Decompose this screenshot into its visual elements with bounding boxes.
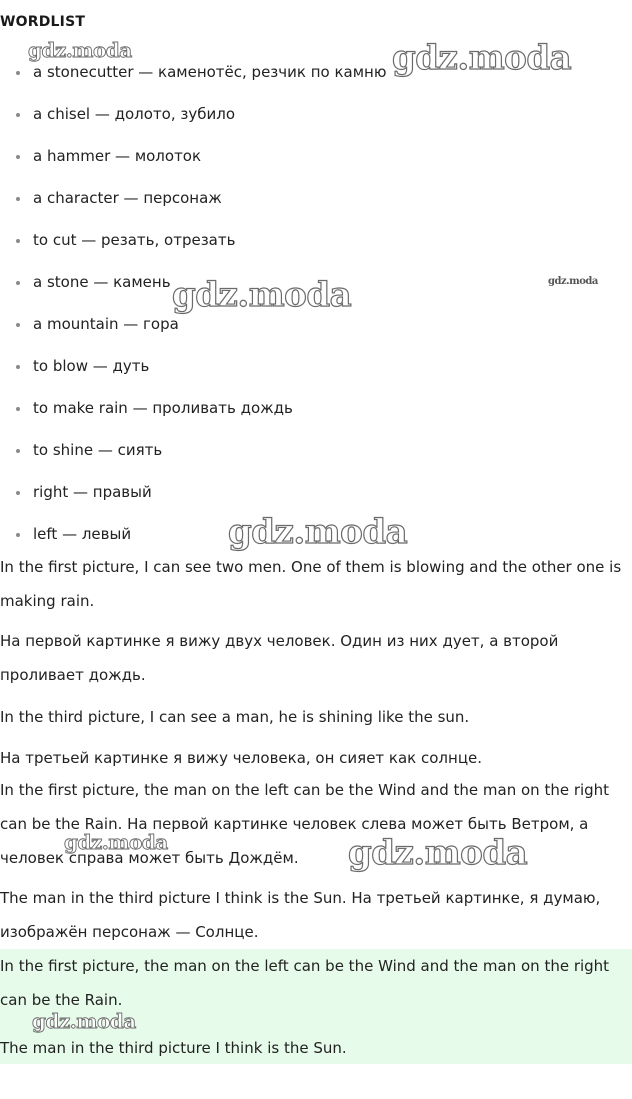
page: WORDLIST a stonecutter — каменотёс, резчик по камню a chisel — долото, зубило a hammer — молоток a character — персонаж to cut — резать, отрезать a stone — камень a mountain — гора to blow — дуть to make rain — проливать дождь to shine — сиять right — правый left — левый In the first picture, I can see two men. One of them is blowing and the other one is making rain. На первой картинке я вижу двух человек. Один из них дует, а второй проливает дождь. In the third picture, I can see a man, he is shining like the sun. На третьей картинке я вижу человека, он сияет как солнце. In the first picture, the man on the left can be the Wind and the man on the right can be the Rain. На первой картинке человек слева может быть Ветром, а человек справа может быть Дождём. The man in the third picture I think is the Sun. На третьей картинке, я думаю, изображён персонаж — Солнце. In the first picture, the man on the left can be the Wind and the man on the right can be the Rain. The man in the third picture I think is the Sun. gdz.moda gdz.moda gdz.moda gdz.moda gdz.moda gdz.moda gdz.moda gdz.moda [0, 0, 632, 1099]
paragraph-russian-2: На третьей картинке я вижу человека, он сияет как солнце. [0, 749, 483, 767]
watermark: gdz.moda [348, 833, 528, 873]
watermark: gdz.moda [548, 276, 598, 287]
watermark: gdz.moda [172, 275, 352, 315]
bullet-icon [16, 449, 20, 453]
bullet-icon [16, 281, 20, 285]
watermark: gdz.moda [32, 1009, 136, 1033]
bullet-icon [16, 407, 20, 411]
wordlist-heading: WORDLIST [0, 14, 86, 30]
bullet-icon [16, 491, 20, 495]
answer-paragraph-2: The man in the third picture I think is the Sun. На третьей картинке, я думаю, изображён персонаж — Солнце. [0, 889, 601, 941]
paragraph-english-1: In the first picture, I can see two men. One of them is blowing and the other one is making rain. [0, 558, 622, 610]
paragraph-russian-1: На первой картинке я вижу двух человек. Один из них дует, а второй проливает дождь. [0, 632, 559, 684]
highlight-paragraph-1: In the first picture, the man on the left can be the Wind and the man on the right can be the Rain. [0, 957, 610, 1009]
answer-paragraph-1: In the first picture, the man on the left can be the Wind and the man on the right can be the Rain. На первой картинке человек слева может быть Ветром, а человек справа может быть Дождём. [0, 781, 610, 867]
highlight-paragraph-2: The man in the third picture I think is the Sun. [0, 1039, 347, 1057]
bullet-icon [16, 197, 20, 201]
bullet-icon [16, 323, 20, 327]
watermark: gdz.moda [64, 830, 168, 854]
bullet-icon [16, 365, 20, 369]
highlighted-answer-box [0, 949, 632, 1064]
bullet-icon [16, 533, 20, 537]
bullet-icon [16, 113, 20, 117]
watermark: gdz.moda [228, 512, 408, 552]
watermark: gdz.moda [392, 38, 572, 78]
paragraph-english-2: In the third picture, I can see a man, he is shining like the sun. [0, 708, 470, 726]
bullet-icon [16, 155, 20, 159]
bullet-icon [16, 71, 20, 75]
bullet-icon [16, 239, 20, 243]
watermark: gdz.moda [28, 38, 132, 62]
